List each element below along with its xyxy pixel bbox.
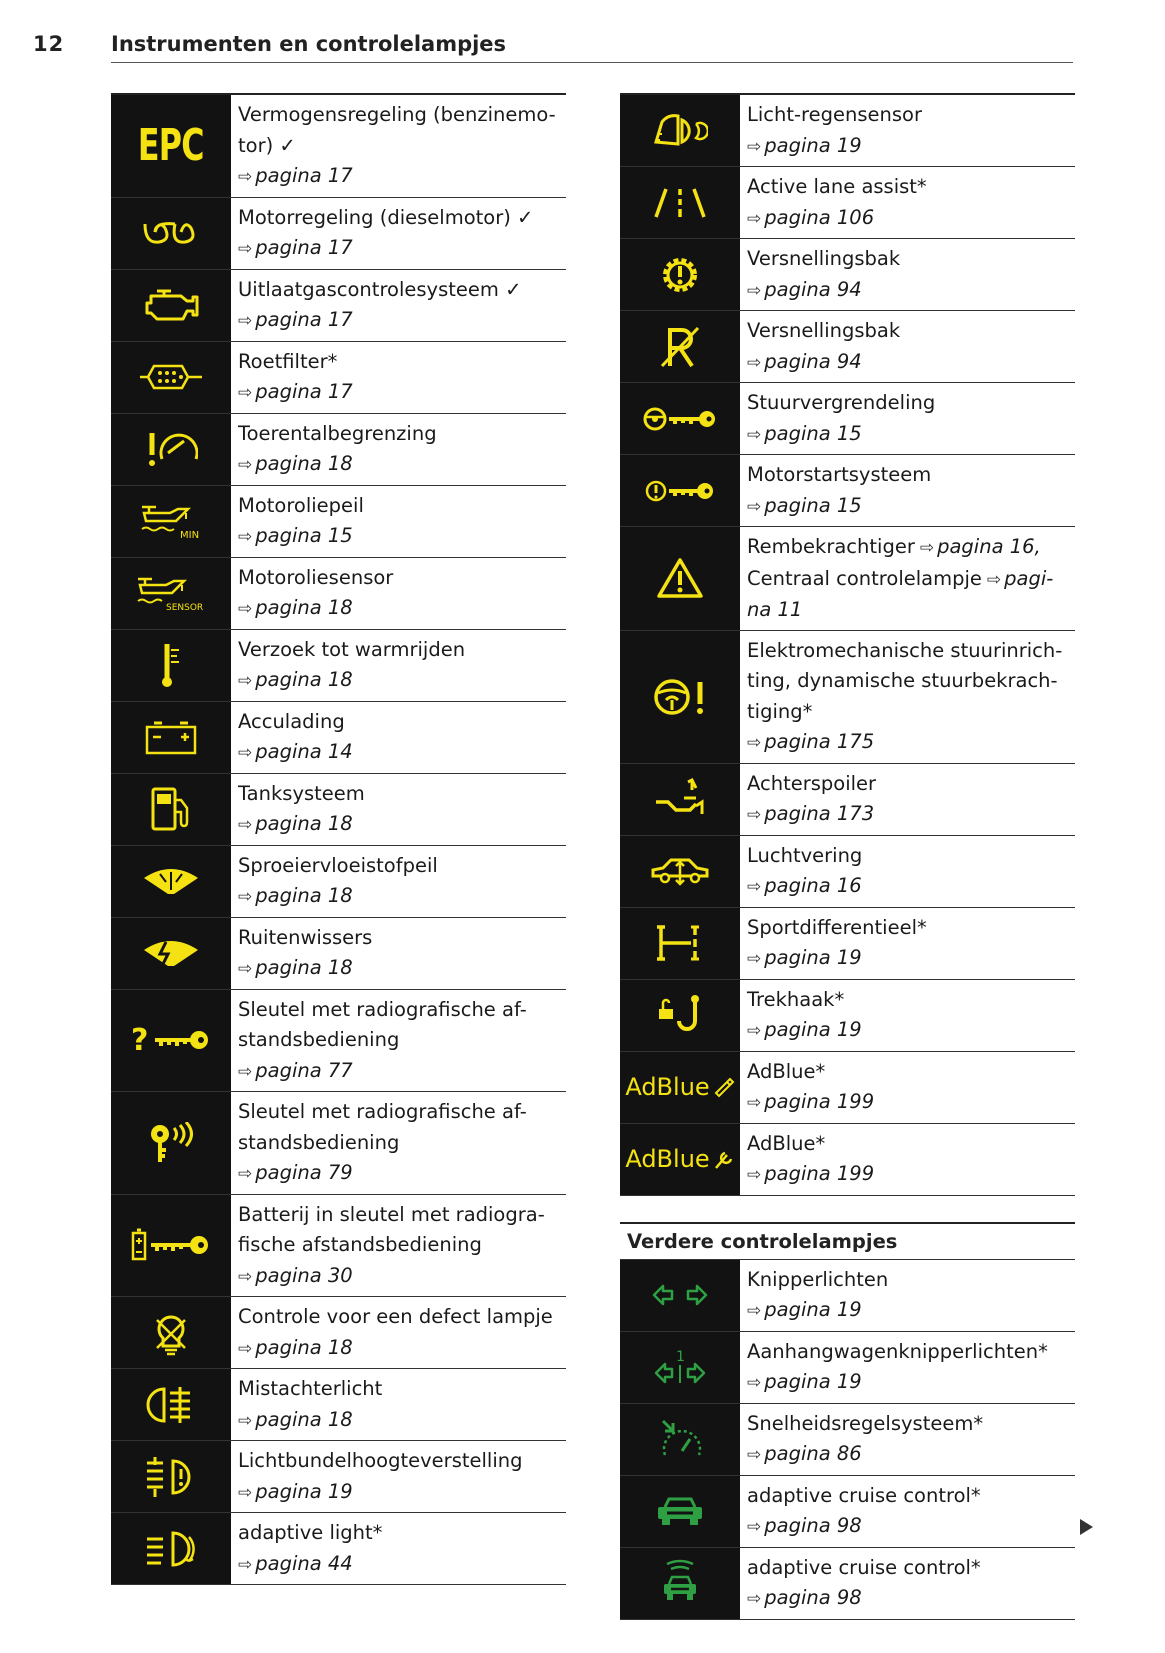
row-text — [231, 846, 566, 917]
adblue-text: AdBlue — [625, 1073, 710, 1101]
arrow-icon: ⇨ — [238, 671, 253, 691]
arrow-icon: ⇨ — [747, 805, 762, 825]
row-description-line: Uitlaatgascontrolesysteem ✓ — [238, 277, 522, 301]
arrow-icon: ⇨ — [238, 1164, 253, 1184]
row-text — [231, 198, 566, 269]
engine-icon — [111, 270, 231, 341]
oil-sensor-icon — [111, 558, 231, 629]
page-reference[interactable] — [747, 943, 1069, 975]
row-description-line: standsbediening — [238, 1028, 400, 1051]
arrow-icon: ⇨ — [238, 383, 253, 403]
page-reference[interactable] — [747, 131, 1069, 163]
page-reference[interactable] — [238, 521, 560, 553]
table-row — [111, 702, 566, 774]
table-row — [620, 1476, 1075, 1548]
table-row — [111, 1195, 566, 1298]
arrow-icon: ⇨ — [238, 239, 253, 259]
table-row — [620, 167, 1075, 239]
page-reference[interactable] — [238, 665, 560, 697]
table-row — [111, 990, 566, 1093]
page-reference[interactable] — [747, 347, 1069, 379]
trailer-turn-signal-icon — [620, 1332, 740, 1403]
page-reference-text: pagina 15 — [764, 493, 862, 517]
row-text — [740, 908, 1075, 979]
table-row — [111, 198, 566, 270]
row-description-line: AdBlue* — [747, 1131, 826, 1155]
arrow-icon: ⇨ — [747, 1445, 762, 1465]
table-row — [620, 631, 1075, 764]
header-rule — [111, 62, 1073, 63]
table-row — [620, 836, 1075, 908]
row-text — [231, 1513, 566, 1584]
table-row — [620, 527, 1075, 631]
green-light-table — [620, 1260, 1075, 1620]
arrow-icon: ⇨ — [238, 599, 253, 619]
row-description-line: Ruitenwissers — [238, 925, 373, 949]
row-text — [740, 1260, 1075, 1331]
row-description-line: Motoroliesensor — [238, 565, 394, 589]
arrow-icon: ⇨ — [747, 280, 762, 301]
page-reference-text: pagina 86 — [764, 1442, 862, 1465]
row-description-line: standsbediening — [238, 1130, 400, 1154]
row-text — [740, 311, 1075, 382]
oil-level-icon — [111, 486, 231, 557]
row-text — [231, 630, 566, 701]
arrow-icon: ⇨ — [747, 733, 762, 753]
page-reference[interactable] — [747, 799, 1069, 831]
table-row — [620, 980, 1075, 1052]
page-reference[interactable] — [747, 275, 1069, 307]
arrow-icon: ⇨ — [747, 496, 762, 517]
row-text — [740, 1404, 1075, 1475]
arrow-icon: ⇨ — [986, 569, 1002, 590]
row-text — [740, 631, 1075, 763]
arrow-icon: ⇨ — [747, 424, 762, 445]
table-row — [111, 774, 566, 846]
arrow-icon: ⇨ — [238, 311, 253, 331]
cruise-control-icon — [620, 1404, 740, 1475]
page-reference[interactable] — [747, 419, 1069, 451]
page-reference-text: pagina 77 — [255, 1058, 353, 1082]
page-reference-text: pagina 17 — [255, 236, 353, 259]
right-column — [620, 93, 1075, 1620]
warning-light-table-right — [620, 93, 1075, 1196]
row-text — [740, 167, 1075, 238]
row-text — [740, 455, 1075, 526]
battery-icon — [111, 702, 231, 773]
row-text — [231, 774, 566, 845]
page-reference-text: pagina 19 — [764, 1370, 862, 1393]
arrow-icon: ⇨ — [238, 1266, 253, 1287]
page-reference-text: pagina 18 — [255, 452, 353, 475]
row-description-line: adaptive cruise control* — [747, 1483, 981, 1507]
row-description-line: adaptive light* — [238, 1521, 383, 1544]
page-reference-text: pagina 18 — [255, 812, 353, 835]
page-reference[interactable] — [238, 809, 560, 841]
row-text — [231, 1092, 566, 1194]
page-reference-text: pagina 18 — [255, 1407, 353, 1431]
rpm-limit-icon — [111, 414, 231, 485]
table-row — [111, 270, 566, 342]
page-reference[interactable] — [747, 871, 1069, 903]
row-description-line: Sproeiervloeistofpeil — [238, 853, 438, 877]
row-text — [231, 702, 566, 773]
page-reference-text: pagina 18 — [255, 596, 353, 619]
lane-assist-icon — [620, 167, 740, 238]
arrow-icon: ⇨ — [238, 455, 253, 475]
steering-lock-icon — [620, 383, 740, 454]
page-reference[interactable] — [747, 1439, 1069, 1471]
page-reference-text: pagina 15 — [764, 421, 862, 445]
washer-fluid-icon — [111, 846, 231, 917]
table-row — [620, 311, 1075, 383]
acc-car-icon — [620, 1476, 740, 1547]
row-description-line: Verzoek tot warmrijden — [238, 637, 466, 661]
table-row — [111, 1441, 566, 1513]
row-description-line: Sleutel met radiografische af- — [238, 997, 527, 1021]
adblue-text: AdBlue — [625, 1145, 710, 1173]
row-text — [740, 1124, 1075, 1195]
row-description-line: Motorregeling (dieselmotor) ✓ — [238, 205, 534, 229]
page-reference[interactable] — [238, 593, 560, 625]
engine-start-icon — [620, 455, 740, 526]
arrow-icon: ⇨ — [747, 1517, 762, 1537]
arrow-icon: ⇨ — [919, 538, 935, 558]
page-reference-text: pagina 17 — [255, 380, 353, 403]
table-row — [111, 486, 566, 558]
page-reference-text: pagina 98 — [764, 1514, 862, 1537]
table-row — [111, 414, 566, 486]
arrow-icon: ⇨ — [238, 743, 253, 763]
row-description-line: Licht-regensensor — [747, 103, 922, 126]
table-row — [111, 630, 566, 702]
page-reference-text: pagina 94 — [764, 277, 862, 301]
sport-differential-icon — [620, 908, 740, 979]
table-row — [620, 239, 1075, 311]
page-reference-text: pagina 173 — [764, 802, 875, 825]
page-reference-text: pagina 19 — [764, 1018, 862, 1041]
row-description-line: Luchtvering — [747, 843, 863, 867]
arrow-icon: ⇨ — [238, 167, 253, 187]
particulate-filter-icon — [111, 342, 231, 413]
page-number: 12 — [33, 32, 65, 56]
arrow-icon: ⇨ — [747, 877, 762, 897]
page-reference[interactable] — [238, 161, 560, 193]
page-header — [33, 28, 1073, 62]
page-reference-text: pagi- — [1004, 566, 1054, 590]
arrow-icon: ⇨ — [238, 815, 253, 835]
page-reference-text: pagina 16, — [937, 535, 1041, 558]
page-reference[interactable] — [238, 737, 560, 769]
arrow-icon: ⇨ — [747, 208, 762, 229]
arrow-icon: ⇨ — [747, 1021, 762, 1041]
arrow-icon: ⇨ — [747, 1165, 762, 1185]
page-reference[interactable] — [747, 1087, 1069, 1119]
page-reference-text: pagina 106 — [764, 205, 875, 229]
page-reference-text: pagina 19 — [764, 1298, 862, 1321]
page-reference[interactable] — [238, 1333, 560, 1365]
row-description-line: Snelheidsregelsysteem* — [747, 1411, 984, 1435]
page-reference-text: pagina 44 — [255, 1551, 353, 1575]
acc-radar-icon — [620, 1548, 740, 1619]
page-reference[interactable] — [982, 567, 1053, 590]
arrow-icon: ⇨ — [238, 1410, 253, 1431]
row-description-line: Toerentalbegrenzing — [238, 421, 437, 445]
page-reference[interactable] — [747, 1159, 1069, 1191]
row-text — [231, 1297, 566, 1368]
page-reference[interactable] — [238, 1158, 560, 1190]
page-reference[interactable] — [238, 1477, 560, 1509]
row-text — [231, 990, 566, 1092]
row-description-line: AdBlue* — [747, 1059, 826, 1083]
page-reference-text: pagina 18 — [255, 1335, 353, 1359]
svg-text:1: 1 — [676, 1349, 685, 1365]
row-description-line: Sportdifferentieel* — [747, 915, 927, 939]
page-reference[interactable] — [238, 1405, 560, 1437]
arrow-icon: ⇨ — [238, 1338, 253, 1359]
row-description-line: tor) ✓ — [238, 133, 296, 157]
row-description-line: ting, dynamische stuurbekrach- — [747, 669, 1058, 692]
page-reference-text: pagina 14 — [255, 740, 353, 763]
row-description-text: Rembekrachtiger — [747, 535, 915, 558]
page-reference[interactable] — [238, 449, 560, 481]
page-reference-text: pagina 94 — [764, 349, 862, 373]
row-text — [740, 1052, 1075, 1123]
svg-text:MIN: MIN — [180, 530, 200, 541]
key-question-icon — [111, 990, 231, 1092]
light-rain-sensor-icon — [620, 95, 740, 166]
page-reference[interactable] — [238, 1261, 560, 1293]
key-signal-icon — [111, 1092, 231, 1194]
row-text — [231, 95, 566, 197]
arrow-icon: ⇨ — [747, 1301, 762, 1321]
adblue-fill-icon — [620, 1052, 740, 1123]
row-text — [231, 1369, 566, 1440]
page-reference-text: pagina 19 — [255, 1479, 353, 1503]
row-description-line — [747, 564, 1069, 596]
page-reference[interactable] — [915, 535, 1041, 558]
row-text — [740, 1476, 1075, 1547]
page-reference-text: pagina 15 — [255, 524, 353, 547]
epc-icon — [111, 95, 231, 197]
row-text — [231, 414, 566, 485]
page-reference-text: pagina 18 — [255, 884, 353, 907]
page-reference[interactable] — [747, 203, 1069, 235]
row-text — [231, 486, 566, 557]
table-row — [111, 1092, 566, 1195]
row-text — [740, 1548, 1075, 1619]
fuel-icon — [111, 774, 231, 845]
arrow-icon: ⇨ — [747, 949, 762, 969]
row-text — [740, 1332, 1075, 1403]
row-text — [231, 342, 566, 413]
arrow-icon: ⇨ — [238, 527, 253, 547]
page-reference-text: pagina 17 — [255, 308, 353, 331]
row-text — [740, 383, 1075, 454]
key-battery-icon — [111, 1195, 231, 1297]
adblue-service-icon — [620, 1124, 740, 1195]
reverse-gear-icon — [620, 311, 740, 382]
row-text — [740, 980, 1075, 1051]
row-description-line: Tanksysteem — [238, 781, 365, 805]
page-reference[interactable] — [747, 1511, 1069, 1543]
arrow-icon: ⇨ — [747, 136, 762, 157]
arrow-icon: ⇨ — [747, 1373, 762, 1393]
tow-hitch-icon — [620, 980, 740, 1051]
table-row — [620, 1260, 1075, 1332]
row-description-line: Lichtbundelhoogteverstelling — [238, 1449, 523, 1472]
row-description-line: Stuurvergrendeling — [747, 391, 936, 414]
page-reference-text: pagina 16 — [764, 874, 862, 897]
row-text — [231, 558, 566, 629]
row-description-line: Achterspoiler — [747, 771, 877, 795]
table-row — [620, 95, 1075, 167]
row-description-line: Active lane assist* — [747, 175, 927, 198]
row-description-line: Motoroliepeil — [238, 493, 364, 517]
page-reference-text: pagina 18 — [255, 668, 353, 691]
table-row — [620, 1332, 1075, 1404]
table-row — [620, 1404, 1075, 1476]
warning-light-table-left — [111, 93, 566, 1585]
arrow-icon: ⇨ — [747, 1093, 762, 1113]
row-description-line: Trekhaak* — [747, 987, 845, 1011]
row-description-line: Vermogensregeling (benzinemo- — [238, 103, 556, 126]
page-reference[interactable] — [747, 491, 1069, 523]
table-row — [620, 1548, 1075, 1620]
table-row — [111, 1513, 566, 1585]
page-reference-text: pagina 19 — [764, 946, 862, 969]
table-row — [111, 1297, 566, 1369]
rear-fog-icon — [111, 1369, 231, 1440]
page-reference[interactable] — [747, 1015, 1069, 1047]
page-reference[interactable] — [238, 305, 560, 337]
epc-icon-text: EPC — [138, 120, 204, 172]
table-row — [620, 383, 1075, 455]
table-row — [620, 1052, 1075, 1124]
arrow-icon: ⇨ — [238, 959, 253, 979]
table-row — [111, 558, 566, 630]
row-description-line: adaptive cruise control* — [747, 1555, 981, 1579]
table-row — [620, 764, 1075, 836]
row-text — [740, 836, 1075, 907]
row-text — [740, 764, 1075, 835]
warning-triangle-icon — [620, 527, 740, 630]
arrow-icon: ⇨ — [238, 1482, 253, 1503]
headlight-range-icon — [111, 1441, 231, 1512]
row-description-line: Acculading — [238, 709, 345, 733]
page-reference[interactable] — [238, 881, 560, 913]
steering-warning-icon — [620, 631, 740, 763]
row-description-line: Sleutel met radiografische af- — [238, 1100, 527, 1123]
page-reference-text: na 11 — [747, 598, 803, 621]
table-row — [111, 342, 566, 414]
page-reference-text: pagina 98 — [764, 1586, 862, 1609]
arrow-icon: ⇨ — [747, 1589, 762, 1609]
page-reference[interactable] — [747, 1367, 1069, 1399]
row-description-text: Centraal controlelampje — [747, 566, 982, 590]
section-title: Verdere controlelampjes — [620, 1222, 1075, 1260]
turn-signal-icon — [620, 1260, 740, 1331]
page-reference-text: pagina 199 — [764, 1090, 875, 1113]
page-reference[interactable] — [747, 595, 1069, 626]
next-page-arrow-icon[interactable] — [1080, 1519, 1093, 1535]
table-row — [111, 95, 566, 198]
row-text — [231, 1441, 566, 1512]
table-row — [620, 908, 1075, 980]
row-text — [231, 270, 566, 341]
page-reference-text: pagina 18 — [255, 956, 353, 979]
row-description-line: Controle voor een defect lampje — [238, 1305, 553, 1328]
page-reference-text: pagina 175 — [764, 730, 875, 753]
glow-plug-icon — [111, 198, 231, 269]
row-description-line: fische afstandsbediening — [238, 1233, 482, 1256]
row-description-line: tiging* — [747, 699, 813, 723]
table-row — [111, 918, 566, 990]
table-row — [111, 846, 566, 918]
row-description-line: Elektromechanische stuurinrich- — [747, 638, 1063, 662]
row-description-line: Versnellingsbak — [747, 319, 901, 342]
left-column — [111, 93, 566, 1585]
row-text — [231, 918, 566, 989]
page-reference-text: pagina 19 — [764, 133, 862, 157]
chapter-title: Instrumenten en controlelampjes — [111, 32, 507, 56]
page-reference[interactable] — [747, 1295, 1069, 1327]
page-reference[interactable] — [747, 1583, 1069, 1615]
page-reference-text: pagina 199 — [764, 1162, 875, 1185]
page-reference-text: pagina 17 — [255, 164, 353, 187]
arrow-icon: ⇨ — [747, 352, 762, 373]
row-description-line — [747, 532, 1069, 564]
table-row — [620, 455, 1075, 527]
page-reference[interactable] — [238, 1549, 560, 1581]
page-reference-text: pagina 79 — [255, 1161, 353, 1184]
page-reference[interactable] — [238, 1056, 560, 1088]
page-reference[interactable] — [238, 233, 560, 265]
bulb-defect-icon — [111, 1297, 231, 1368]
row-description-line: Aanhangwagenknipperlichten* — [747, 1339, 1048, 1363]
page-reference[interactable] — [238, 953, 560, 985]
row-text — [740, 527, 1075, 630]
rear-spoiler-icon — [620, 764, 740, 835]
svg-text:?: ? — [131, 1023, 149, 1059]
page-reference[interactable] — [238, 377, 560, 409]
page-reference[interactable] — [747, 727, 1069, 759]
row-description-line: Knipperlichten — [747, 1267, 889, 1291]
table-row — [111, 1369, 566, 1441]
row-description-line: Versnellingsbak — [747, 247, 901, 270]
arrow-icon: ⇨ — [238, 887, 253, 907]
wiper-icon — [111, 918, 231, 989]
row-text — [740, 239, 1075, 310]
row-text — [740, 95, 1075, 166]
table-row — [620, 1124, 1075, 1196]
arrow-icon: ⇨ — [238, 1061, 253, 1082]
row-text — [231, 1195, 566, 1297]
row-description-line: Mistachterlicht — [238, 1377, 383, 1400]
row-description-line: Motorstartsysteem — [747, 463, 932, 486]
svg-text:SENSOR: SENSOR — [166, 603, 204, 613]
air-suspension-icon — [620, 836, 740, 907]
arrow-icon: ⇨ — [238, 1554, 253, 1575]
adaptive-light-icon — [111, 1513, 231, 1584]
row-description-line: Roetfilter* — [238, 349, 338, 373]
thermometer-icon — [111, 630, 231, 701]
gearbox-icon — [620, 239, 740, 310]
row-description-line: Batterij in sleutel met radiogra- — [238, 1202, 545, 1226]
page-reference-text: pagina 30 — [255, 1263, 353, 1287]
